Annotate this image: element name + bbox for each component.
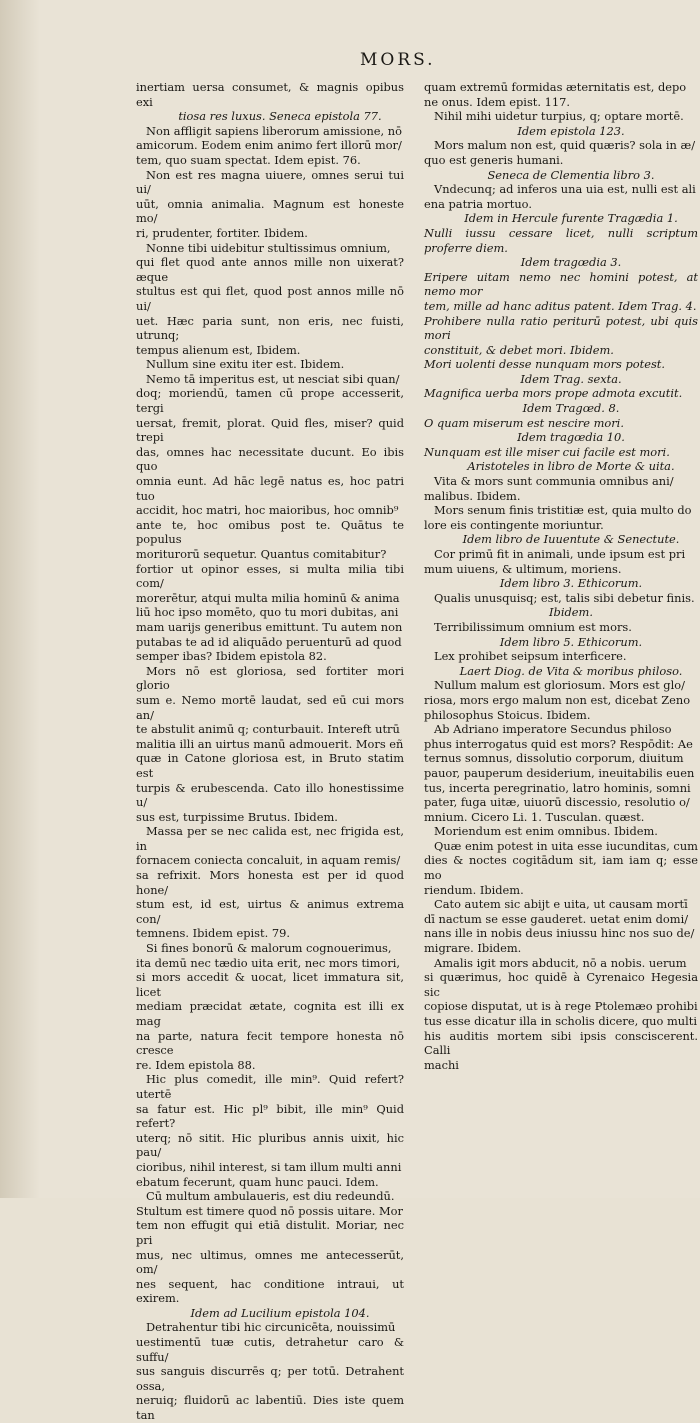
text-line: Nihil mihi uidetur turpius, q; optare mortē.	[434, 109, 684, 124]
text-line: Quæ enim potest in uita esse iucunditas, cum	[434, 838, 698, 853]
text-line: semper ibas? Ibidem epistola 82.	[136, 649, 327, 664]
text-line: mus, nec ultimus, omnes me antecesserūt, om/	[136, 1247, 404, 1277]
text-line: temnens. Ibidem epist. 79.	[136, 926, 290, 941]
text-line: tem non effugit qui etiā distulit. Moriar, nec pri	[136, 1218, 404, 1247]
text-line: ena patria mortuo.	[424, 196, 532, 211]
text-line: Idem Trag. sexta.	[520, 371, 622, 386]
text-line: si quærimus, hoc quidē à Cyrenaico Hegesia sic	[424, 970, 698, 999]
text-line: na parte, natura fecit tempore honesta nō cresce	[136, 1028, 404, 1058]
text-line: Mors nō est gloriosa, sed fortiter mori glorio	[136, 663, 404, 693]
text-line: malibus. Ibidem.	[424, 488, 521, 503]
text-line: putabas te ad id aliquādo peruenturū ad quod	[136, 634, 402, 649]
text-line: Idem in Hercule furente Tragædia 1.	[464, 211, 678, 226]
text-line: Prohibere nulla ratio periturū potest, ubi quis mori	[424, 313, 698, 343]
text-line: Mors malum non est, quid quæris? sola in æ/	[434, 138, 696, 153]
text-line: Ab Adriano imperatore Secundus philoso	[434, 722, 672, 737]
text-line: Stultum est timere quod nō possis uitare. Mor	[136, 1203, 403, 1218]
text-line: tempus alienum est, Ibidem.	[136, 342, 301, 357]
text-line: cioribus, nihil interest, si tam illum multi anni	[136, 1159, 402, 1174]
text-line: Nunquam est ille miser cui facile est mori.	[424, 444, 670, 459]
text-line: sum e. Nemo mortē laudat, sed eū cui mors an/	[136, 692, 404, 722]
text-line: sa fatur est. Hic pl⁹ bibit, ille min⁹ Quid refert?	[136, 1101, 404, 1131]
text-line: ita demū nec tædio uita erit, nec mors timori,	[136, 955, 401, 970]
text-line: amicorum. Eodem enim animo fert illorū mor/	[136, 138, 402, 153]
text-line: philosophus Stoicus. Ibidem.	[424, 707, 591, 722]
text-line: sus est, turpissime Brutus. Ibidem.	[136, 809, 338, 824]
text-line: uestimentū tuæ cutis, detrahetur caro & suffu/	[136, 1335, 404, 1364]
text-line: riendum. Ibidem.	[424, 882, 524, 897]
text-line: sus sanguis discurrēs q; per totū. Detrahent ossa,	[136, 1364, 404, 1393]
left-text-column	[136, 80, 404, 1423]
text-line: re. Idem epistola 88.	[136, 1057, 256, 1072]
text-line: Hic plus comedit, ille min⁹. Quid refert? utertē	[136, 1072, 404, 1101]
text-line: stultus est qui flet, quod post annos mille nō ui/	[136, 284, 404, 313]
text-line: tem, quo suam spectat. Idem epist. 76.	[136, 152, 361, 167]
text-line: inertiam uersa consumet, & magnis opibus exi	[136, 80, 404, 109]
text-line: Lex prohibet seipsum interficere.	[434, 649, 627, 664]
text-line: Non est res magna uiuere, omnes serui tui ui/	[136, 167, 404, 197]
text-line: Idem tragœdia 10.	[517, 430, 625, 445]
text-line: quæ in Catone gloriosa est, in Bruto statim est	[136, 751, 404, 780]
text-line: machi	[424, 1057, 459, 1072]
text-line: Idem ad Lucilium epistola 104.	[190, 1305, 370, 1320]
text-line: Qualis unusquisq; est, talis sibi debetur finis.	[434, 590, 695, 605]
text-line: migrare. Ibidem.	[424, 941, 522, 956]
text-line: Idem libro 5. Ethicorum.	[499, 634, 643, 649]
text-line: Detrahentur tibi hic circunicēta, nouissimū	[146, 1320, 396, 1335]
text-line: te abstulit animū q; conturbauit. Intereft utrū	[136, 722, 400, 737]
text-line: tem, mille ad hanc aditus patent. Idem Trag. 4.	[424, 298, 697, 313]
text-line: O quam miserum est nescire mori.	[424, 415, 624, 430]
text-line: dies & noctes cogitādum sit, iam iam q; esse mo	[424, 853, 698, 883]
text-line: constituit, & debet mori. Ibidem.	[424, 342, 614, 357]
text-line: Laert Diog. de Vita & moribus philoso.	[459, 663, 683, 678]
text-line: Si fines bonorū & malorum cognouerimus,	[146, 941, 392, 956]
text-line: doq; moriendū, tamen cū prope accesserit, tergi	[136, 386, 404, 416]
text-line: Mors senum finis tristitiæ est, quia multo do	[434, 503, 692, 518]
text-line: Ibidem.	[549, 605, 593, 620]
text-line: Aristoteles in libro de Morte & uita.	[467, 459, 675, 474]
text-line: ternus somnus, dissolutio corporum, diuitum	[424, 751, 684, 766]
text-line: si mors accedit & uocat, licet immatura sit, licet	[136, 970, 404, 999]
text-line: pater, fuga uitæ, uiuorū discessio, resolutio o/	[424, 795, 690, 810]
text-line: omnia eunt. Ad hāc legē natus es, hoc patri tuo	[136, 474, 404, 503]
text-line: das, omnes hac necessitate ducunt. Eo ibis quo	[136, 444, 404, 474]
text-line: Cū multum ambulaueris, est diu redeundū.	[146, 1189, 395, 1204]
text-line: Vita & mors sunt communia omnibus ani/	[434, 474, 674, 489]
text-line: fornacem coniecta concaluit, in aquam remis/	[136, 853, 401, 868]
text-line: morerētur, atqui multa milia hominū & anima	[136, 590, 400, 605]
text-line: Seneca de Clementia libro 3.	[487, 167, 655, 182]
text-line: mum uiuens, & ultimum, moriens.	[424, 561, 622, 576]
text-line: Nemo tā imperitus est, ut nesciat sibi quan/	[146, 371, 400, 386]
text-line: Cato autem sic abijt e uita, ut causam mortī	[434, 897, 688, 912]
text-line: sa refrixit. Mors honesta est per id quod hone/	[136, 868, 404, 897]
text-line: Non affligit sapiens liberorum amissione, nō	[146, 123, 402, 138]
text-line: phus interrogatus quid est mors? Respōdit: Ae	[424, 736, 693, 751]
text-line: Nulli iussu cessare licet, nulli scriptum proferre diem.	[424, 225, 698, 255]
text-line: nes sequent, hac conditione intraui, ut exirem.	[136, 1276, 404, 1306]
text-line: liū hoc ipso momēto, quo tu mori dubitas, ani	[136, 605, 399, 620]
text-line: mam uarijs generibus emittunt. Tu autem non	[136, 619, 403, 634]
text-line: uersat, fremit, plorat. Quid fles, miser? quid trepi	[136, 415, 404, 445]
text-line: Nullum sine exitu iter est. Ibidem.	[146, 357, 345, 372]
text-line: riosa, mors ergo malum non est, dicebat Zeno	[424, 692, 691, 707]
text-line: Idem libro 3. Ethicorum.	[499, 576, 643, 591]
text-line: fortior ut opinor esses, si multa milia tibi com/	[136, 561, 404, 591]
text-line: malitia illi an uirtus manū admouerit. Mors eñ	[136, 736, 404, 751]
text-line: Idem libro de Iuuentute & Senectute.	[462, 532, 680, 547]
text-line: ne onus. Idem epist. 117.	[424, 94, 570, 109]
text-line: Moriendum est enim omnibus. Ibidem.	[434, 824, 658, 839]
text-line: Idem Tragœd. 8.	[522, 401, 620, 416]
text-line: accidit, hoc matri, hoc maioribus, hoc omnib⁹	[136, 503, 399, 518]
text-line: nans ille in nobis deus iniussu hinc nos suo de/	[424, 926, 695, 941]
text-line: Idem tragœdia 3.	[520, 255, 622, 270]
right-text-column	[424, 80, 698, 1072]
text-line: Mori uolenti desse nunquam mors potest.	[424, 357, 665, 372]
text-line: Magnifica uerba mors prope admota excutit.	[424, 386, 683, 401]
text-line: tiosa res luxus. Seneca epistola 77.	[178, 109, 382, 124]
text-line: lore eis contingente moriuntur.	[424, 517, 604, 532]
text-line: mediam præcidat ætate, cognita est illi ex mag	[136, 999, 404, 1028]
text-line: uterq; nō sitit. Hic pluribus annis uixit, hic pau/	[136, 1130, 404, 1160]
text-line: stum est, id est, uirtus & animus extrema con/	[136, 897, 404, 926]
text-line: Amalis igit mors abducit, nō a nobis. uerum	[434, 955, 687, 970]
text-line: quo est generis humani.	[424, 152, 564, 167]
text-line: dī nactum se esse gauderet. uetat enim domi/	[424, 911, 689, 926]
text-line: Massa per se nec calida est, nec frigida est, in	[136, 824, 404, 853]
text-line: Idem epistola 123.	[517, 123, 625, 138]
text-line: turpis & erubescenda. Cato illo honestissime u/	[136, 780, 404, 810]
text-line: quam extremū formidas æternitatis est, depo	[424, 80, 687, 94]
text-line: ebatum fecerunt, quam hunc pauci. Idem.	[136, 1174, 379, 1189]
text-line: ante te, hoc omibus post te. Quātus te populus	[136, 517, 404, 547]
text-line: qui flet quod ante annos mille non uixerat? æque	[136, 255, 404, 284]
running-header: MORS.	[360, 50, 436, 70]
text-line: tus, incerta peregrinatio, latro hominis, somni	[424, 780, 691, 795]
page-gutter-shadow	[0, 0, 40, 1198]
text-line: copiose disputat, ut is à rege Ptolemæo prohibi	[424, 999, 698, 1014]
text-line: moriturorū sequetur. Quantus comitabitur?	[136, 547, 387, 561]
text-line: neruiq; fluidorū ac labentiū. Dies iste quem tan	[136, 1393, 404, 1423]
text-line: Terribilissimum omnium est mors.	[434, 619, 632, 634]
text-line: pauor, pauperum desiderium, ineuitabilis euen	[424, 765, 695, 780]
text-line: Nullum malum est gloriosum. Mors est glo/	[434, 678, 685, 693]
text-line: Nonne tibi uidebitur stultissimus omnium,	[146, 240, 391, 255]
text-line: uet. Hæc paria sunt, non eris, nec fuisti, utrunq;	[136, 313, 404, 343]
text-line: tus esse dicatur illa in scholis dicere, quo multi	[424, 1014, 697, 1028]
text-line: uūt, omnia animalia. Magnum est honeste mo/	[136, 196, 404, 226]
text-line: mnium. Cicero Li. 1. Tusculan. quæst.	[424, 809, 645, 824]
text-line: Vndecunq; ad inferos una uia est, nulli est ali	[434, 182, 696, 197]
text-line: his auditis mortem sibi ipsis consciscerent. Calli	[424, 1028, 698, 1058]
text-line: Cor primū fit in animali, unde ipsum est pri	[434, 547, 686, 561]
text-line: ri, prudenter, fortiter. Ibidem.	[136, 225, 308, 240]
text-line: Eripere uitam nemo nec homini potest, at nemo mor	[424, 269, 698, 299]
